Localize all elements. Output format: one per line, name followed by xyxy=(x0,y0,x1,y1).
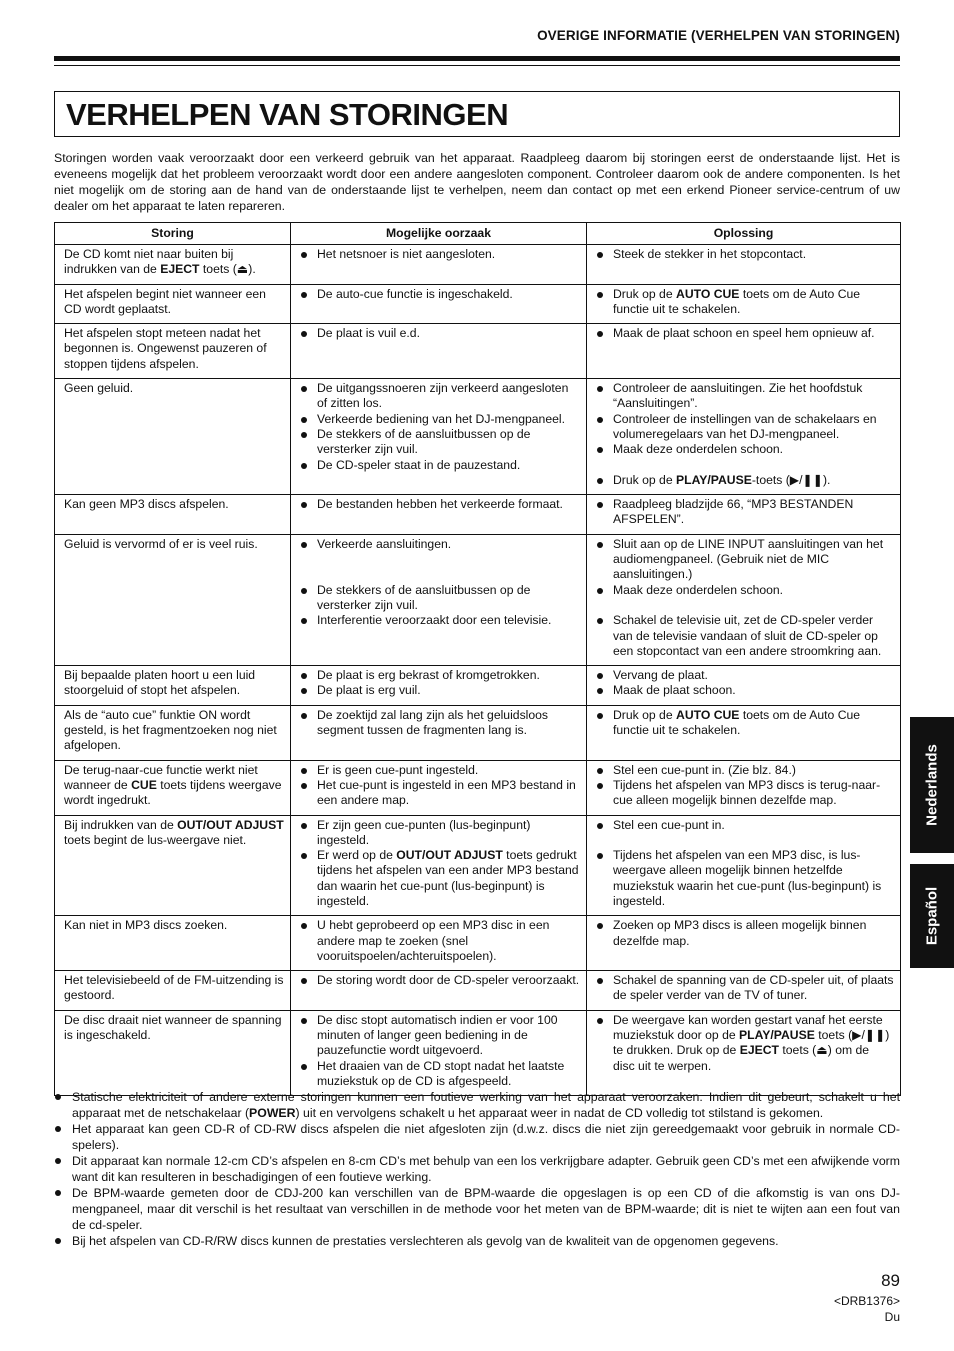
cause-cell xyxy=(291,916,587,971)
solution-list xyxy=(595,326,894,341)
cause-cell xyxy=(291,971,587,1011)
symptom-cell: De terug-naar-cue functie werkt niet wanneer de CUE toets tijdens weergave wordt ingedrukt. xyxy=(55,760,291,815)
cause-list xyxy=(299,1013,580,1089)
solution-list xyxy=(595,818,894,910)
solution-item: Maak deze onderdelen schoon. xyxy=(595,583,894,598)
header-rule-thick xyxy=(54,56,900,61)
symptom-cell: Het televisiebeeld of de FM-uitzending is gestoord. xyxy=(55,971,291,1011)
solution-item: Tijdens het afspelen van een MP3 disc, is lus-weergave alleen mogelijk binnen hetzelfde muziekstuk waarin het cue-punt (lus-beginpunt) is ingesteld. xyxy=(595,848,894,909)
intro-paragraph: Storingen worden vaak veroorzaakt door een verkeerd gebruik van het apparaat. Raadpleeg daarom bij storingen eerst de onderstaande lijst. Het is eveneens mogelijk dat het probleem veroorzaakt wordt door een andere aangesloten component. Controleer daarom ook de andere componenten. Is het niet mogelijk om de storing aan de hand van de onderstaande lijst te verhelpen, neem dan contact op met een erkend Pioneer service-centrum of uw dealer om het apparaat te laten repareren. xyxy=(54,151,900,213)
solution-cell xyxy=(587,324,901,379)
table-row xyxy=(55,284,901,324)
symptom-cell: Bij bepaalde platen hoort u een luid stoorgeluid of stopt het afspelen. xyxy=(55,666,291,706)
cause-cell xyxy=(291,324,587,379)
cause-item: De bestanden hebben het verkeerde formaat. xyxy=(299,497,580,512)
page-title: VERHELPEN VAN STORINGEN xyxy=(66,97,509,132)
solution-cell xyxy=(587,760,901,815)
solution-item: Raadpleeg bladzijde 66, “MP3 BESTANDEN AFSPELEN”. xyxy=(595,497,894,528)
title-box xyxy=(54,91,900,137)
solution-item: Tijdens het afspelen van MP3 discs is terug-naar-cue alleen mogelijk binnen dezelfde map. xyxy=(595,778,894,809)
solution-list xyxy=(595,918,894,949)
solution-list xyxy=(595,497,894,528)
solution-cell xyxy=(587,534,901,665)
cause-list xyxy=(299,763,580,809)
cause-list xyxy=(299,708,580,739)
page-number: 89 xyxy=(881,1271,900,1290)
cause-list xyxy=(299,818,580,910)
cause-item: U hebt geprobeerd op een MP3 disc in een andere map te zoeken (snel vooruitspoelen/achteruitspoelen). xyxy=(299,918,580,964)
solution-cell xyxy=(587,666,901,706)
table-row xyxy=(55,534,901,665)
cause-list xyxy=(299,537,580,629)
table-row xyxy=(55,705,901,760)
symptom-cell: De CD komt niet naar buiten bij indrukken van de EJECT toets (⏏). xyxy=(55,245,291,285)
cause-item: Het netsnoer is niet aangesloten. xyxy=(299,247,580,262)
symptom-cell: Bij indrukken van de OUT/OUT ADJUST toets begint de lus-weergave niet. xyxy=(55,815,291,916)
solution-item: Vervang de plaat. xyxy=(595,668,894,683)
cause-item: De zoektijd zal lang zijn als het geluidsloos segment tussen de fragmenten lang is. xyxy=(299,708,580,739)
solution-item: Druk op de AUTO CUE toets om de Auto Cue functie uit te schakelen. xyxy=(595,708,894,739)
symptom-cell: Geen geluid. xyxy=(55,379,291,495)
language-code: Du xyxy=(884,1309,900,1324)
solution-cell xyxy=(587,245,901,285)
solution-list xyxy=(595,668,894,699)
solution-list xyxy=(595,287,894,318)
cause-item: Het cue-punt is ingesteld in een MP3 bestand in een andere map. xyxy=(299,778,580,809)
column-header-oplossing: Oplossing xyxy=(587,223,901,245)
column-header-storing: Storing xyxy=(55,223,291,245)
cause-cell xyxy=(291,534,587,665)
solution-list xyxy=(595,537,894,659)
language-tab-label: Nederlands xyxy=(923,744,941,826)
table-row xyxy=(55,760,901,815)
document-id xyxy=(834,1294,900,1325)
solution-item: Stel een cue-punt in. xyxy=(595,818,894,833)
cause-item: De uitgangssnoeren zijn verkeerd aangesloten of zitten los. xyxy=(299,381,580,412)
cause-item: De storing wordt door de CD-speler veroorzaakt. xyxy=(299,973,580,988)
section-header: OVERIGE INFORMATIE (VERHELPEN VAN STORINGEN) xyxy=(537,28,900,43)
solution-list xyxy=(595,247,894,262)
column-header-oorzaak: Mogelijke oorzaak xyxy=(291,223,587,245)
note-item: Statische elektriciteit of andere externe storingen kunnen een foutieve werking van het apparaat veroorzaken. Indien dit gebeurt, schakelt u het apparaat met de netschakelaar (POWER) uit en vervolgens schakelt u het apparaat weer in nadat de CD volledig tot stilstand is gekomen. xyxy=(54,1089,900,1121)
cause-item: De stekkers of de aansluitbussen op de versterker zijn vuil. xyxy=(299,427,580,458)
cause-item: Verkeerde bediening van het DJ-mengpaneel. xyxy=(299,412,580,427)
cause-item: Er zijn geen cue-punten (lus-beginpunt) ingesteld. xyxy=(299,818,580,849)
solution-item: De weergave kan worden gestart vanaf het eerste muziekstuk door op de PLAY/PAUSE toets (▶/❚❚) te drukken. Druk op de EJECT toets (⏏) om de disc uit te werpen. xyxy=(595,1013,894,1074)
cause-list xyxy=(299,973,580,988)
table-header-row xyxy=(55,223,901,245)
troubleshooting-table xyxy=(54,222,901,1096)
solution-item: Maak de plaat schoon. xyxy=(595,683,894,698)
cause-list xyxy=(299,247,580,262)
cause-list xyxy=(299,326,580,341)
cause-cell xyxy=(291,379,587,495)
symptom-cell: Kan geen MP3 discs afspelen. xyxy=(55,495,291,535)
symptom-cell: Kan niet in MP3 discs zoeken. xyxy=(55,916,291,971)
solution-item: Druk op de PLAY/PAUSE-toets (▶/❚❚). xyxy=(595,473,894,488)
solution-cell xyxy=(587,705,901,760)
solution-item: Schakel de spanning van de CD-speler uit, of plaats de speler verder van de TV of tuner. xyxy=(595,973,894,1004)
table-row xyxy=(55,971,901,1011)
cause-cell xyxy=(291,1010,587,1095)
solution-cell xyxy=(587,815,901,916)
symptom-cell: De disc draait niet wanneer de spanning is ingeschakeld. xyxy=(55,1010,291,1095)
solution-cell xyxy=(587,379,901,495)
cause-list xyxy=(299,497,580,512)
notes-list xyxy=(54,1089,900,1249)
symptom-cell: Het afspelen stopt meteen nadat het begonnen is. Ongewenst pauzeren of stoppen tijdens afspelen. xyxy=(55,324,291,379)
table-row xyxy=(55,245,901,285)
cause-cell xyxy=(291,284,587,324)
solution-cell xyxy=(587,916,901,971)
solution-list xyxy=(595,381,894,488)
table-row xyxy=(55,666,901,706)
note-item: Het apparaat kan geen CD-R of CD-RW discs afspelen die niet afgesloten zijn (d.w.z. discs die niet zijn gereedgemaakt voor gebruik in normale CD-spelers). xyxy=(54,1121,900,1153)
table-row xyxy=(55,815,901,916)
cause-cell xyxy=(291,760,587,815)
cause-item: De auto-cue functie is ingeschakeld. xyxy=(299,287,580,302)
cause-cell xyxy=(291,495,587,535)
table-body xyxy=(55,245,901,1096)
cause-list xyxy=(299,381,580,473)
cause-item: De CD-speler staat in de pauzestand. xyxy=(299,458,580,473)
cause-item: De disc stopt automatisch indien er voor 100 minuten of langer geen bediening in de pauzefunctie wordt uitgevoerd. xyxy=(299,1013,580,1059)
solution-item: Sluit aan op de LINE INPUT aansluitingen van het audiomengpaneel. (Gebruik niet de MIC aansluitingen.) xyxy=(595,537,894,583)
notes-section xyxy=(54,1089,900,1249)
table-row xyxy=(55,495,901,535)
header-rule-thin xyxy=(54,65,900,66)
cause-item: Verkeerde aansluitingen. xyxy=(299,537,580,552)
cause-cell xyxy=(291,666,587,706)
solution-cell xyxy=(587,971,901,1011)
solution-cell xyxy=(587,284,901,324)
solution-item: Maak deze onderdelen schoon. xyxy=(595,442,894,457)
symptom-cell: Als de “auto cue” funktie ON wordt gesteld, is het fragmentzoeken nog niet afgelopen. xyxy=(55,705,291,760)
symptom-cell: Geluid is vervormd of er is veel ruis. xyxy=(55,534,291,665)
doc-code: <DRB1376> xyxy=(833,1294,900,1308)
solution-item: Stel een cue-punt in. (Zie blz. 84.) xyxy=(595,763,894,778)
solution-list xyxy=(595,708,894,739)
solution-item: Steek de stekker in het stopcontact. xyxy=(595,247,894,262)
symptom-cell: Het afspelen begint niet wanneer een CD wordt geplaatst. xyxy=(55,284,291,324)
cause-list xyxy=(299,668,580,699)
solution-list xyxy=(595,973,894,1004)
cause-cell xyxy=(291,815,587,916)
note-item: De BPM-waarde gemeten door de CDJ-200 kan verschillen van de BPM-waarde die opgeslagen is op een CD of die afkomstig is van ons DJ-mengpaneel, maar dit verschil is het resultaat van verschillen in de methode voor het meten van de BPM-waarde; dit is niet te wijten aan een fout van de cd-speler. xyxy=(54,1185,900,1233)
cause-item: Er is geen cue-punt ingesteld. xyxy=(299,763,580,778)
cause-item: De stekkers of de aansluitbussen op de versterker zijn vuil. xyxy=(299,583,580,614)
table-row xyxy=(55,916,901,971)
solution-item: Controleer de aansluitingen. Zie het hoofdstuk “Aansluitingen”. xyxy=(595,381,894,412)
language-tab-espanol[interactable] xyxy=(910,864,954,968)
solution-cell xyxy=(587,1010,901,1095)
solution-item: Maak de plaat schoon en speel hem opnieuw af. xyxy=(595,326,894,341)
table-row xyxy=(55,324,901,379)
cause-list xyxy=(299,918,580,964)
language-tab-label: Español xyxy=(923,886,941,946)
cause-list xyxy=(299,287,580,302)
solution-cell xyxy=(587,495,901,535)
cause-item: Interferentie veroorzaakt door een televisie. xyxy=(299,613,580,628)
table-row xyxy=(55,379,901,495)
solution-item: Druk op de AUTO CUE toets om de Auto Cue functie uit te schakelen. xyxy=(595,287,894,318)
solution-item: Controleer de instellingen van de schakelaars en volumeregelaars van het DJ-mengpaneel. xyxy=(595,412,894,443)
table-row xyxy=(55,1010,901,1095)
solution-item: Zoeken op MP3 discs is alleen mogelijk binnen dezelfde map. xyxy=(595,918,894,949)
cause-item: Het draaien van de CD stopt nadat het laatste muziekstuk op de CD is afgespeeld. xyxy=(299,1059,580,1090)
cause-item: De plaat is erg vuil. xyxy=(299,683,580,698)
solution-list xyxy=(595,763,894,809)
solution-list xyxy=(595,1013,894,1074)
note-item: Bij het afspelen van CD-R/RW discs kunnen de prestaties verslechteren als gevolg van de kwaliteit van de opgenomen gegevens. xyxy=(54,1233,900,1249)
cause-cell xyxy=(291,705,587,760)
cause-item: De plaat is erg bekrast of kromgetrokken. xyxy=(299,668,580,683)
cause-item: Er werd op de OUT/OUT ADJUST toets gedrukt tijdens het afspelen van een ander MP3 bestand dan waarin het cue-punt (lus-beginpunt) is ingesteld. xyxy=(299,848,580,909)
note-item: Dit apparaat kan normale 12-cm CD’s afspelen en 8-cm CD’s met behulp van een los verkrijgbare adapter. Gebruik geen CD’s met een afwijkende vorm want dit kan resulteren in beschadigingen of een foutieve werking. xyxy=(54,1153,900,1185)
language-tab-nederlands[interactable] xyxy=(910,717,954,853)
solution-item: Schakel de televisie uit, zet de CD-speler verder van de televisie vandaan of sluit de CD-speler op een stopcontact van een andere stroomkring aan. xyxy=(595,613,894,659)
cause-cell xyxy=(291,245,587,285)
cause-item: De plaat is vuil e.d. xyxy=(299,326,580,341)
